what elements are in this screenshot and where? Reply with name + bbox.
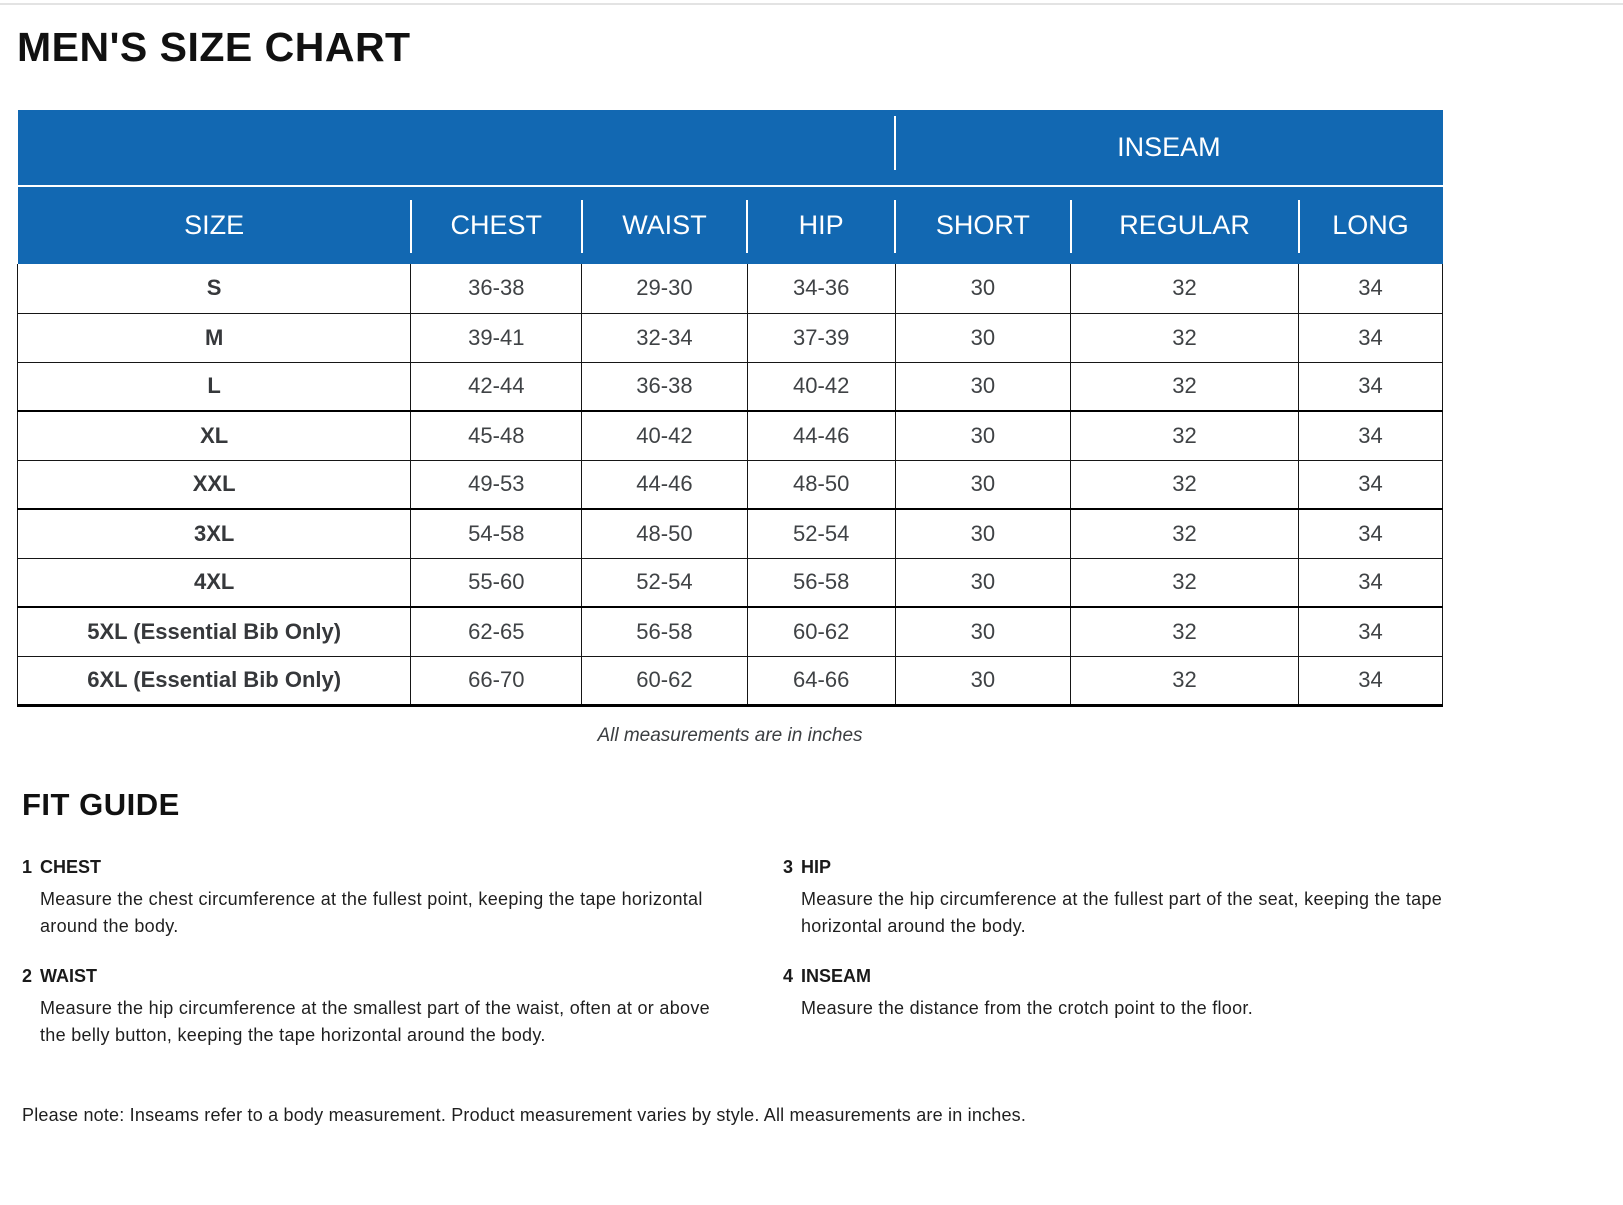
table-row — [18, 656, 1443, 705]
value-cell: 32-34 — [582, 313, 747, 362]
table-row — [18, 411, 1443, 460]
value-cell: 34 — [1299, 313, 1443, 362]
fit-guide-item-waist — [22, 966, 762, 1049]
group-header-spacer — [18, 110, 896, 186]
fit-guide-item-description: Measure the hip circumference at the smallest part of the waist, often at or above the belly button, keeping the tape horizontal around the body. — [40, 997, 710, 1045]
fit-guide-item-label: INSEAM — [801, 965, 872, 986]
size-chart-table — [17, 110, 1443, 707]
value-cell: 30 — [895, 558, 1070, 607]
size-cell: M — [18, 313, 411, 362]
table-row — [18, 558, 1443, 607]
fit-guide-item-label: WAIST — [40, 965, 97, 986]
value-cell: 34 — [1299, 411, 1443, 460]
value-cell: 40-42 — [582, 411, 747, 460]
value-cell: 30 — [895, 264, 1070, 313]
size-cell: S — [18, 264, 411, 313]
fit-guide-item-description: Measure the distance from the crotch point to the floor. — [801, 997, 1254, 1018]
column-header-waist: WAIST — [582, 186, 747, 264]
fit-guide-item-number: 4 — [783, 965, 794, 986]
value-cell: 34 — [1299, 558, 1443, 607]
value-cell: 34 — [1299, 264, 1443, 313]
value-cell: 29-30 — [582, 264, 747, 313]
value-cell: 34 — [1299, 607, 1443, 656]
value-cell: 32 — [1071, 607, 1299, 656]
size-cell: 4XL — [18, 558, 411, 607]
value-cell: 44-46 — [747, 411, 895, 460]
value-cell: 48-50 — [582, 509, 747, 558]
value-cell: 30 — [895, 313, 1070, 362]
value-cell: 30 — [895, 460, 1070, 509]
table-row — [18, 460, 1443, 509]
fit-guide-item-chest — [22, 857, 762, 940]
value-cell: 34 — [1299, 460, 1443, 509]
table-row — [18, 509, 1443, 558]
fit-guide-item-inseam — [783, 966, 1623, 1022]
fit-guide-item-description: Measure the chest circumference at the fullest point, keeping the tape horizontal around the body. — [40, 888, 703, 936]
column-header-long: LONG — [1299, 186, 1443, 264]
page-title: MEN'S SIZE CHART — [17, 24, 411, 70]
table-row — [18, 362, 1443, 411]
value-cell: 52-54 — [747, 509, 895, 558]
value-cell: 30 — [895, 362, 1070, 411]
value-cell: 37-39 — [747, 313, 895, 362]
size-cell: L — [18, 362, 411, 411]
value-cell: 56-58 — [582, 607, 747, 656]
fit-guide-title: FIT GUIDE — [22, 786, 180, 822]
size-cell: XL — [18, 411, 411, 460]
fit-guide-item-label: HIP — [801, 856, 832, 877]
value-cell: 30 — [895, 607, 1070, 656]
column-header-size: SIZE — [18, 186, 411, 264]
group-header-inseam: INSEAM — [895, 110, 1442, 186]
value-cell: 62-65 — [411, 607, 582, 656]
value-cell: 34 — [1299, 656, 1443, 705]
value-cell: 32 — [1071, 362, 1299, 411]
value-cell: 32 — [1071, 558, 1299, 607]
size-chart-body — [18, 264, 1443, 705]
size-cell: 5XL (Essential Bib Only) — [18, 607, 411, 656]
fit-guide-item-hip — [783, 857, 1623, 940]
fit-guide-item-heading — [783, 966, 1623, 987]
value-cell: 36-38 — [411, 264, 582, 313]
value-cell: 52-54 — [582, 558, 747, 607]
value-cell: 32 — [1071, 264, 1299, 313]
value-cell: 40-42 — [747, 362, 895, 411]
value-cell: 60-62 — [582, 656, 747, 705]
fit-guide-item-number: 2 — [22, 965, 33, 986]
value-cell: 36-38 — [582, 362, 747, 411]
column-header-chest: CHEST — [411, 186, 582, 264]
value-cell: 66-70 — [411, 656, 582, 705]
value-cell: 30 — [895, 411, 1070, 460]
size-cell: 6XL (Essential Bib Only) — [18, 656, 411, 705]
value-cell: 39-41 — [411, 313, 582, 362]
value-cell: 32 — [1071, 313, 1299, 362]
value-cell: 34 — [1299, 362, 1443, 411]
value-cell: 34 — [1299, 509, 1443, 558]
value-cell: 60-62 — [747, 607, 895, 656]
value-cell: 32 — [1071, 411, 1299, 460]
value-cell: 34-36 — [747, 264, 895, 313]
column-header-hip: HIP — [747, 186, 895, 264]
table-row — [18, 264, 1443, 313]
value-cell: 49-53 — [411, 460, 582, 509]
table-row — [18, 313, 1443, 362]
value-cell: 48-50 — [747, 460, 895, 509]
value-cell: 45-48 — [411, 411, 582, 460]
value-cell: 55-60 — [411, 558, 582, 607]
fit-guide-item-number: 3 — [783, 856, 794, 877]
fit-guide — [22, 857, 1623, 1049]
fit-guide-item-heading — [783, 857, 1623, 878]
value-cell: 32 — [1071, 509, 1299, 558]
value-cell: 44-46 — [582, 460, 747, 509]
table-caption: All measurements are in inches — [597, 724, 863, 746]
footnote: Please note: Inseams refer to a body measurement. Product measurement varies by style. All measurements are in inches. — [22, 1104, 1027, 1125]
fit-guide-item-number: 1 — [22, 856, 33, 877]
column-header-regular: REGULAR — [1071, 186, 1299, 264]
value-cell: 56-58 — [747, 558, 895, 607]
value-cell: 54-58 — [411, 509, 582, 558]
table-group-header-row — [18, 110, 1443, 186]
value-cell: 30 — [895, 656, 1070, 705]
fit-guide-item-heading — [22, 857, 762, 878]
column-header-short: SHORT — [895, 186, 1070, 264]
value-cell: 32 — [1071, 656, 1299, 705]
size-cell: 3XL — [18, 509, 411, 558]
value-cell: 30 — [895, 509, 1070, 558]
top-divider — [0, 3, 1623, 5]
size-cell: XXL — [18, 460, 411, 509]
fit-guide-item-description: Measure the hip circumference at the fullest part of the seat, keeping the tape horizontal around the body. — [801, 888, 1443, 936]
table-row — [18, 607, 1443, 656]
fit-guide-item-label: CHEST — [40, 856, 102, 877]
fit-guide-item-heading — [22, 966, 762, 987]
value-cell: 42-44 — [411, 362, 582, 411]
value-cell: 64-66 — [747, 656, 895, 705]
table-header-row — [18, 186, 1443, 264]
value-cell: 32 — [1071, 460, 1299, 509]
